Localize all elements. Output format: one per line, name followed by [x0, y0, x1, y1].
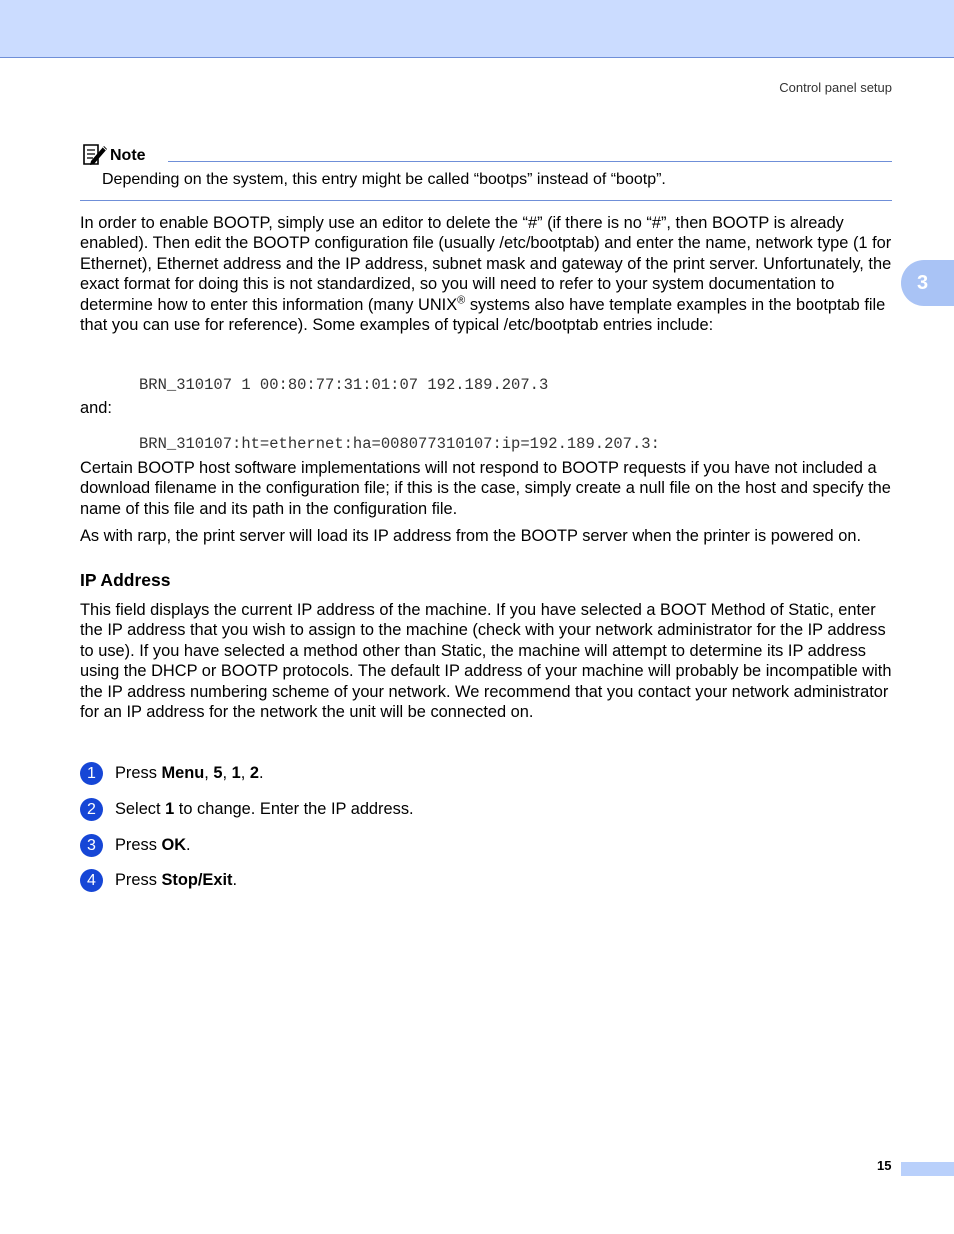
- note-divider: [168, 161, 892, 162]
- note-box: [80, 142, 892, 201]
- step-number-icon: 1: [80, 762, 103, 785]
- code-example-2: BRN_310107:ht=ethernet:ha=008077310107:ip=192.189.207.3:: [139, 435, 660, 453]
- and-text: and:: [80, 399, 112, 417]
- code-example-1: BRN_310107 1 00:80:77:31:01:07 192.189.207.3: [139, 376, 549, 394]
- step-number-icon: 3: [80, 834, 103, 857]
- step-number-icon: 4: [80, 869, 103, 892]
- bootp-paragraph: In order to enable BOOTP, simply use an editor to delete the “#” (if there is no “#”, then BOOTP is already enabled). Then edit the BOOTP configuration file (usually /etc/bootptab) and enter the name, network type (1 for Ethernet), Ethernet address and the IP address, subnet mask and gateway of the print server. Unfortunately, the exact format for doing this is not standardized, so you will need to refer to your system documentation to determine how to enter this information (many UNIX® systems also have template examples in the bootptab file that you can use for reference). Some examples of typical /etc/bootptab entries include:: [80, 214, 892, 335]
- note-pencil-icon: [80, 142, 108, 168]
- step-number-icon: 2: [80, 798, 103, 821]
- step-text: Select 1 to change. Enter the IP address.: [115, 800, 414, 818]
- rarp-paragraph: As with rarp, the print server will load its IP address from the BOOTP server when the printer is powered on.: [80, 527, 862, 545]
- ip-address-paragraph: This field displays the current IP address of the machine. If you have selected a BOOT Method of Static, enter the IP address that you wish to assign to the machine (check with your network administrator for the IP address to use). If you have selected a method other than Static, the machine will attempt to determine its IP address using the DHCP or BOOTP protocols. The default IP address of your machine will probably be incompatible with the IP address numbering scheme of your network. We recommend that you contact your network administrator for an IP address for the network the unit will be connected on.: [80, 601, 892, 722]
- step-text: Press Menu, 5, 1, 2.: [115, 764, 264, 782]
- header-band: [0, 0, 954, 58]
- footer-bar: [901, 1162, 954, 1176]
- step-text: Press Stop/Exit.: [115, 871, 238, 889]
- bootp-software-paragraph: Certain BOOTP host software implementations will not respond to BOOTP requests if you have not included a download filename in the configuration file; if this is the case, simply create a null file on the host and specify the name of this file and its path in the configuration file.: [80, 459, 891, 518]
- note-title: Note: [110, 147, 146, 164]
- section-heading: IP Address: [80, 570, 171, 590]
- page-number: 15: [877, 1158, 892, 1173]
- running-header: Control panel setup: [779, 80, 892, 95]
- note-text: Depending on the system, this entry might be called “bootps” instead of “bootp”.: [102, 171, 666, 188]
- step-text: Press OK.: [115, 836, 191, 854]
- chapter-tab: 3: [901, 260, 954, 306]
